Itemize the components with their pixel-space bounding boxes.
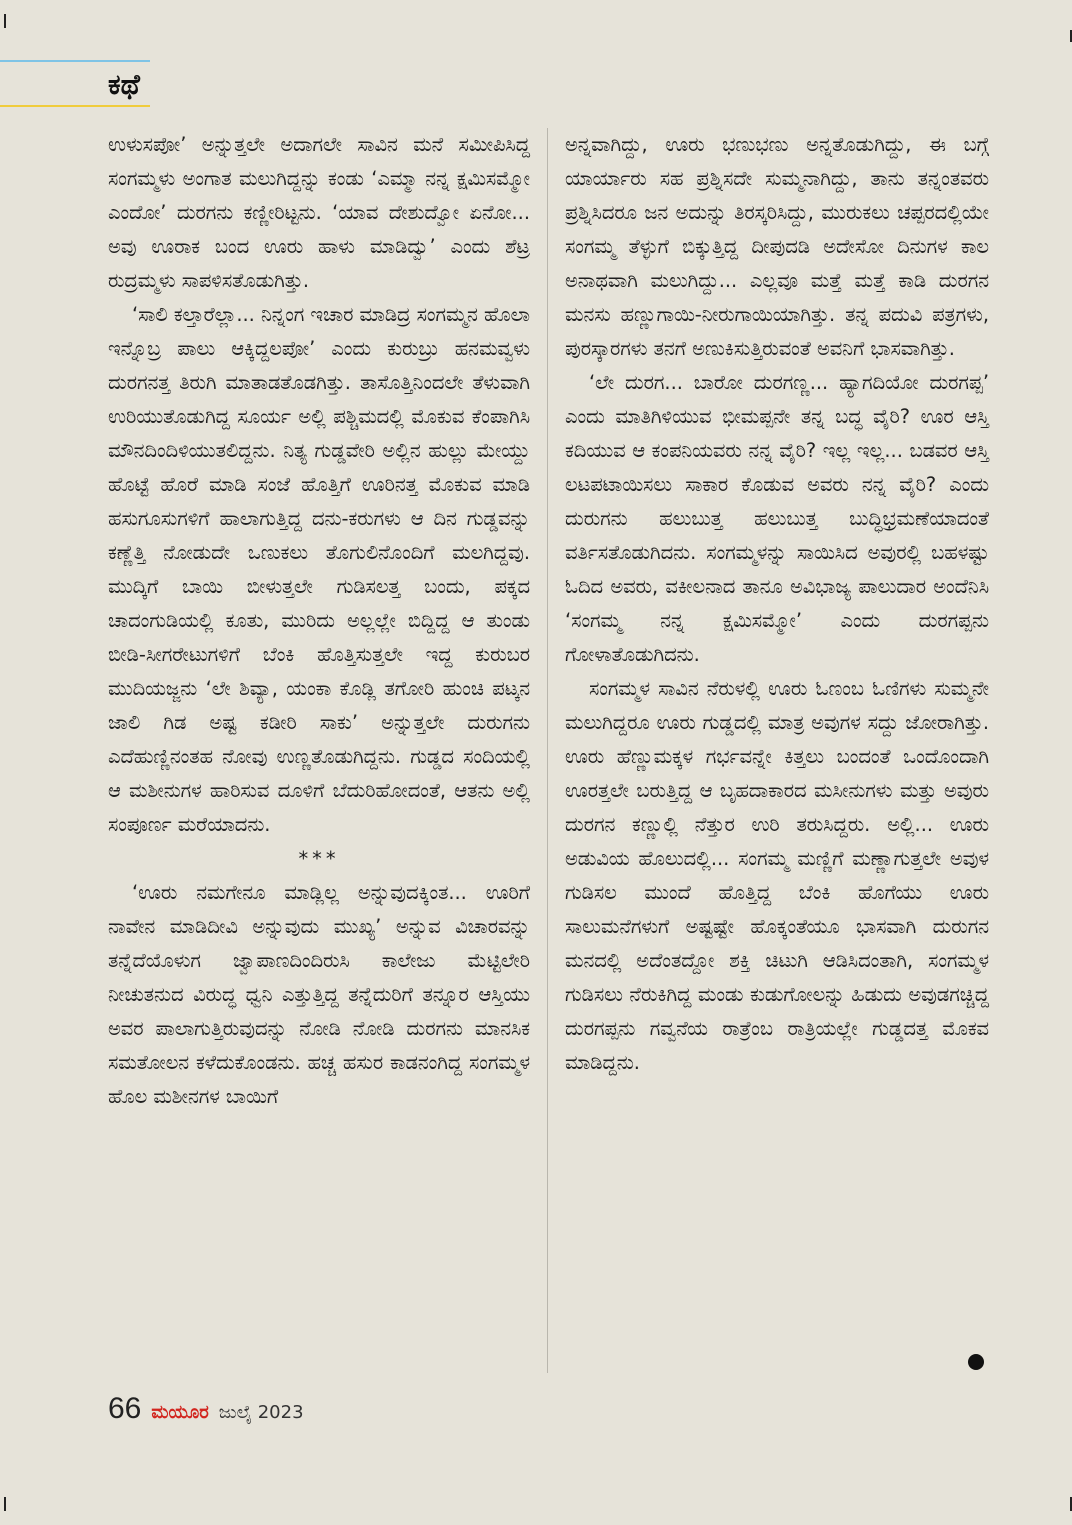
page-number: 66 (108, 1392, 142, 1425)
header-rule-blue (0, 60, 150, 62)
right-column (565, 128, 989, 1080)
paragraph: ಸಂಗಮ್ಮಳ ಸಾವಿನ ನೆರುಳಲ್ಲಿ ಊರು ಓಣಂಬ ಓಣಿಗಳು ಸುಮ್ಮನೇ ಮಲುಗಿದ್ದರೂ ಊರು ಗುಡ್ಡದಲ್ಲಿ ಮಾತ್ರ ಅವುಗಳ ಸದ್ದು ಜೋರಾಗಿತ್ತು. ಊರು ಹೆಣ್ಣುಮಕ್ಕಳ ಗರ್ಭವನ್ನೇ ಕಿತ್ತಲು ಬಂದಂತೆ ಒಂದೊಂದಾಗಿ ಊರತ್ತಲೇ ಬರುತ್ತಿದ್ದ ಆ ಬೃಹದಾಕಾರದ ಮಸೀನುಗಳು ಮತ್ತು ಅವುರು ದುರಗನ ಕಣ್ಣುಲ್ಲಿ ನೆತ್ತುರ ಉರಿ ತರುಸಿದ್ದರು. ಅಲ್ಲಿ... ಊರು ಅಡುವಿಯ ಹೊಲುದಲ್ಲಿ... ಸಂಗಮ್ಮ ಮಣ್ಣಿಗೆ ಮಣ್ಣಾಗುತ್ತಲೇ ಅವುಳ ಗುಡಿಸಲ ಮುಂದೆ ಹೊತ್ತಿದ್ದ ಬೆಂಕಿ ಹೊಗೆಯು ಊರು ಸಾಲುಮನೆಗಳುಗೆ ಅಷ್ಟಷ್ಟೇ ಹೊಕ್ಕಂತೆಯೂ ಭಾಸವಾಗಿ ದುರುಗನ ಮನದಲ್ಲಿ ಅದೆಂತದ್ದೋ ಶಕ್ತಿ ಚಿಟುಗಿ ಆಡಿಸಿದಂತಾಗಿ, ಸಂಗಮ್ಮಳ ಗುಡಿಸಲು ನೆರುಕಿಗಿದ್ದ ಮಂಡು ಕುಡುಗೋಲನ್ನು ಹಿಡುದು ಅವುಡಗಚ್ಚಿದ್ದ ದುರಗಪ್ಪನು ಗವ್ವನೆಯ ರಾತ್ರೆಂಬ ರಾತ್ರಿಯಲ್ಲೇ ಗುಡ್ಡದತ್ತ ಮೊಕವ ಮಾಡಿದ್ದನು. (565, 677, 989, 1074)
header-rule-yellow (0, 105, 150, 107)
crop-mark-top-left (4, 14, 6, 28)
paragraph: ಅನ್ನವಾಗಿದ್ದು, ಊರು ಭಣುಭಣು ಅನ್ನತೊಡುಗಿದ್ದು, ಈ ಬಗ್ಗೆ ಯಾರ್ಯಾರು ಸಹ ಪ್ರಶ್ನಿಸದೇ ಸುಮ್ಮನಾಗಿದ್ದು, ತಾನು ತನ್ನಂತವರು ಪ್ರಶ್ನಿಸಿದರೂ ಜನ ಅದುನ್ನು ತಿರಸ್ಕರಿಸಿದ್ದು, ಮುರುಕಲು ಚಪ್ಪರದಲ್ಲಿಯೇ ಸಂಗಮ್ಮ ತೆಳ್ಳುಗೆ ಬಿಕ್ಕುತ್ತಿದ್ದ ದೀಪುದಡಿ ಅದೇಸೋ ದಿನುಗಳ ಕಾಲ ಅನಾಥವಾಗಿ ಮಲುಗಿದ್ದು... ಎಲ್ಲವೂ ಮತ್ತೆ ಮತ್ತೆ ಕಾಡಿ ದುರಗನ ಮನಸು ಹಣ್ಣುಗಾಯಿ-ನೀರುಗಾಯಿಯಾಗಿತ್ತು. ತನ್ನ ಪದುವಿ ಪತ್ರಗಳು, ಪುರಸ್ಕಾರಗಳು ತನಗೆ ಅಣುಕಿಸುತ್ತಿರುವಂತೆ ಅವನಿಗೆ ಭಾಸವಾಗಿತ್ತು. (565, 133, 989, 360)
left-column (108, 128, 530, 1114)
paragraph: ‘ಲೇ ದುರಗ... ಬಾರೋ ದುರಗಣ್ಣ... ಹ್ಯಾಗದಿಯೋ ದುರಗಪ್ಪ’ ಎಂದು ಮಾತಿಗಿಳಿಯುವ ಭೀಮಪ್ಪನೇ ತನ್ನ ಬದ್ಧ ವೈರಿ? ಊರ ಆಸ್ತಿ ಕದಿಯುವ ಆ ಕಂಪನಿಯವರು ನನ್ನ ವೈರಿ? ಇಲ್ಲ ಇಲ್ಲ... ಬಡವರ ಆಸ್ತಿ ಲಟಪಟಾಯಿಸಲು ಸಾಕಾರ ಕೊಡುವ ಅವರು ನನ್ನ ವೈರಿ? ಎಂದು ದುರುಗನು ಹಲುಬುತ್ತ ಹಲುಬುತ್ತ ಬುದ್ಧಿಭ್ರಮಣೆಯಾದಂತೆ ವರ್ತಿಸತೊಡುಗಿದನು. ಸಂಗಮ್ಮಳನ್ನು ಸಾಯಿಸಿದ ಅವುರಲ್ಲಿ ಬಹಳಷ್ಟು ಓದಿದ ಅವರು, ವಕೀಲನಾದ ತಾನೂ ಅವಿಭಾಜ್ಯ ಪಾಲುದಾರ ಅಂದೆನಿಸಿ ‘ಸಂಗಮ್ಮ ನನ್ನ ಕ್ಷಮಿಸಮ್ಮೋ’ ಎಂದು ದುರಗಪ್ಪನು ಗೋಳಾತೊಡುಗಿದನು. (565, 371, 989, 666)
crop-mark-bottom-left (4, 1497, 6, 1511)
paragraph: ‘ಸಾಲಿ ಕಲ್ತಾರೆಲ್ಲಾ... ನಿನ್ನಂಗ ಇಚಾರ ಮಾಡಿದ್ರ ಸಂಗಮ್ಮನ ಹೊಲಾ ಇನ್ನೊಬ್ರ ಪಾಲು ಆಕ್ಕಿದ್ದಲಪೋ’ ಎಂದು ಕುರುಬ್ರು ಹನಮವ್ವಳು ದುರಗನತ್ತ ತಿರುಗಿ ಮಾತಾಡತೊಡಗಿತ್ತು. ತಾಸೊತ್ತಿನಿಂದಲೇ ತೆಳುವಾಗಿ ಉರಿಯುತೊಡುಗಿದ್ದ ಸೂರ್ಯ ಅಲ್ಲಿ ಪಶ್ಚಿಮದಲ್ಲಿ ಮೊಕುವ ಕೆಂಪಾಗಿಸಿ ಮೌನದಿಂದಿಳಿಯುತಲಿದ್ದನು. ನಿತ್ಯ ಗುಡ್ಡವೇರಿ ಅಲ್ಲಿನ ಹುಲ್ಲು ಮೇಯ್ದು ಹೊಟ್ಟೆ ಹೊರೆ ಮಾಡಿ ಸಂಜೆ ಹೊತ್ತಿಗೆ ಊರಿನತ್ತ ಮೊಕುವ ಮಾಡಿ ಹಸುಗೂಸುಗಳಿಗೆ ಹಾಲಾಗುತ್ತಿದ್ದ ದನು-ಕರುಗಳು ಆ ದಿನ ಗುಡ್ಡವನ್ನು ಕಣ್ಣೆತ್ತಿ ನೋಡುದೇ ಒಣುಕಲು ತೊಗುಲಿನೊಂದಿಗೆ ಮಲಗಿದ್ದವು. ಮುದ್ಕಿಗೆ ಬಾಯಿ ಬೀಳುತ್ತಲೇ ಗುಡಿಸಲತ್ತ ಬಂದು, ಪಕ್ಕದ ಚಾದಂಗುಡಿಯಲ್ಲಿ ಕೂತು, ಮುರಿದು ಅಲ್ಲಲ್ಲೇ ಬಿದ್ದಿದ್ದ ಆ ತುಂಡು ಬೀಡಿ-ಸೀಗರೇಟುಗಳಿಗೆ ಬೆಂಕಿ ಹೊತ್ತಿಸುತ್ತಲೇ ಇದ್ದ ಕುರುಬರ ಮುದಿಯಜ್ಜನು ‘ಲೇ ಶಿವ್ಯಾ, ಯಂಕಾ ಕೊಡ್ಲಿ ತಗೋರಿ ಹುಂಚಿ ಪಟ್ಕನ ಜಾಲಿ ಗಿಡ ಅಷ್ಟ ಕಡೀರಿ ಸಾಕು’ ಅನ್ನುತ್ತಲೇ ದುರುಗನು ಎದೆಹುಣ್ಣಿನಂತಹ ನೋವು ಉಣ್ಣತೊಡುಗಿದ್ದನು. ಗುಡ್ಡದ ಸಂದಿಯಲ್ಲಿ ಆ ಮಶೀನುಗಳ ಹಾರಿಸುವ ದೂಳಿಗೆ ಬೆದುರಿಹೋದಂತೆ, ಆತನು ಅಲ್ಲಿ ಸಂಪೂರ್ಣ ಮರೆಯಾದನು. (108, 303, 530, 836)
section-break: *** (298, 847, 340, 870)
end-of-story-bullet-icon (968, 1354, 984, 1370)
issue-date: ಜುಲೈ 2023 (218, 1402, 304, 1423)
magazine-name: ಮಯೂರ (151, 1402, 209, 1423)
paragraph: ‘ಊರು ನಮಗೇನೂ ಮಾಡ್ಲಿಲ್ಲ ಅನ್ನುವುದಕ್ಕಿಂತ... ಊರಿಗೆ ನಾವೇನ ಮಾಡಿದೀವಿ ಅನ್ನುವುದು ಮುಖ್ಯ’ ಅನ್ನುವ ವಿಚಾರವನ್ನು ತನ್ನೆದೆಯೊಳುಗ ಜ್ವಾಪಾಣದಿಂದಿರುಸಿ ಕಾಲೇಜು ಮೆಟ್ಟಿಲೇರಿ ನೀಚುತನುದ ವಿರುದ್ಧ ಧ್ವನಿ ಎತ್ತುತ್ತಿದ್ದ ತನ್ನೆದುರಿಗೆ ತನ್ನೂರ ಆಸ್ತಿಯು ಅವರ ಪಾಲಾಗುತ್ತಿರುವುದನ್ನು ನೋಡಿ ನೋಡಿ ದುರಗನು ಮಾನಸಿಕ ಸಮತೋಲನ ಕಳೆದುಕೊಂಡನು. ಹಚ್ಚ ಹಸುರ ಕಾಡನಂಗಿದ್ದ ಸಂಗಮ್ಮಳ ಹೊಲ ಮಶೀನಗಳ ಬಾಯಿಗೆ (108, 881, 530, 1108)
paragraph: ಉಳುಸಪೋ’ ಅನ್ನುತ್ತಲೇ ಅದಾಗಲೇ ಸಾವಿನ ಮನೆ ಸಮೀಪಿಸಿದ್ದ ಸಂಗಮ್ಮಳು ಅಂಗಾತ ಮಲುಗಿದ್ದನ್ನು ಕಂಡು ‘ಎಮ್ಮಾ ನನ್ನ ಕ್ಷಮಿಸಮ್ಮೋ ಎಂದೋ’ ದುರಗನು ಕಣ್ಣೀರಿಟ್ಟನು. ‘ಯಾವ ದೇಶುದ್ವೋ ಏನೋ... ಅವು ಊರಾಕ ಬಂದ ಊರು ಹಾಳು ಮಾಡಿದ್ವು’ ಎಂದು ಶೆಟ್ರ ರುದ್ರಮ್ಮಳು ಸಾಪಳಿಸತೊಡುಗಿತ್ತು. (108, 133, 530, 292)
column-divider (547, 128, 548, 1373)
section-title: ಕಥೆ (108, 68, 140, 101)
page-footer (108, 1392, 304, 1432)
